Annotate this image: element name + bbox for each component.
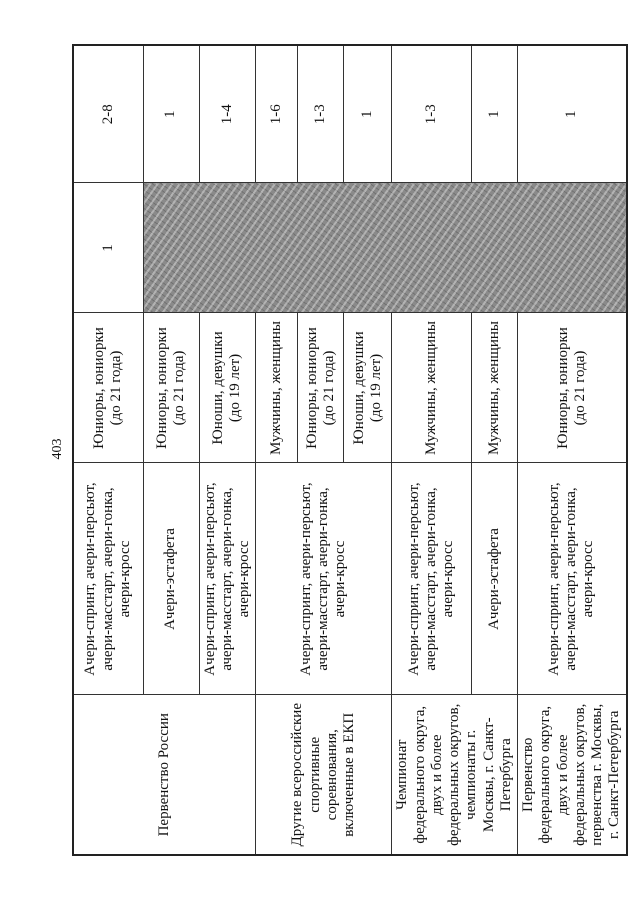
age-group-cell: Юниоры, юниорки (до 21 года) [73,313,143,463]
disciplines-cell: Ачери-эстафета [143,463,199,695]
document-table-frame [72,46,623,856]
event-cell: Первенство России [73,695,256,855]
value-cell: 1 [471,45,517,183]
table-row [256,45,298,855]
page-number: 403 [50,438,65,460]
age-group-cell: Юниоры, юниорки (до 21 года) [518,313,627,463]
event-cell: Другие всероссийские спортивные соревнования, включенные в ЕКП [256,695,392,855]
table-row [518,45,627,855]
age-group-cell: Мужчины, женщины [256,313,298,463]
rankings-table [72,44,628,856]
disciplines-cell: Ачери-спринт, ачери-персьют, ачери-масстарт, ачери-гонка, ачери-кросс [199,463,256,695]
age-group-cell: Юниоры, юниорки (до 21 года) [143,313,199,463]
disciplines-cell: Ачери-спринт, ачери-персьют, ачери-масстарт, ачери-гонка, ачери-кросс [392,463,471,695]
age-group-cell: Юноши, девушки (до 19 лет) [199,313,256,463]
disciplines-cell: Ачери-спринт, ачери-персьют, ачери-масстарт, ачери-гонка, ачери-кросс [73,463,143,695]
shaded-cell [143,183,627,313]
age-group-cell: Юноши, девушки (до 19 лет) [344,313,392,463]
value-cell: 1 [143,45,199,183]
value-cell: 1-6 [256,45,298,183]
value-cell: 1-3 [298,45,344,183]
disciplines-cell: Ачери-спринт, ачери-персьют, ачери-масстарт, ачери-гонка, ачери-кросс [518,463,627,695]
value-cell: 1 [344,45,392,183]
event-cell: Первенство федерального округа, двух и более федеральных округов, первенства г. Москвы, г. Санкт-Петербурга [518,695,627,855]
table-row [392,45,471,855]
table-row [73,45,143,855]
age-group-cell: Мужчины, женщины [392,313,471,463]
value-cell: 1-3 [392,45,471,183]
value-cell: 1-4 [199,45,256,183]
age-group-cell: Мужчины, женщины [471,313,517,463]
value-cell: 1 [518,45,627,183]
age-group-cell: Юниоры, юниорки (до 21 года) [298,313,344,463]
value-cell: 1 [73,183,143,313]
disciplines-cell: Ачери-эстафета [471,463,517,695]
disciplines-cell: Ачери-спринт, ачери-персьют, ачери-масстарт, ачери-гонка, ачери-кросс [256,463,392,695]
event-cell: Чемпионат федерального округа, двух и более федеральных округов, чемпионаты г. Москвы, г. Санкт-Петербурга [392,695,518,855]
value-cell: 2-8 [73,45,143,183]
